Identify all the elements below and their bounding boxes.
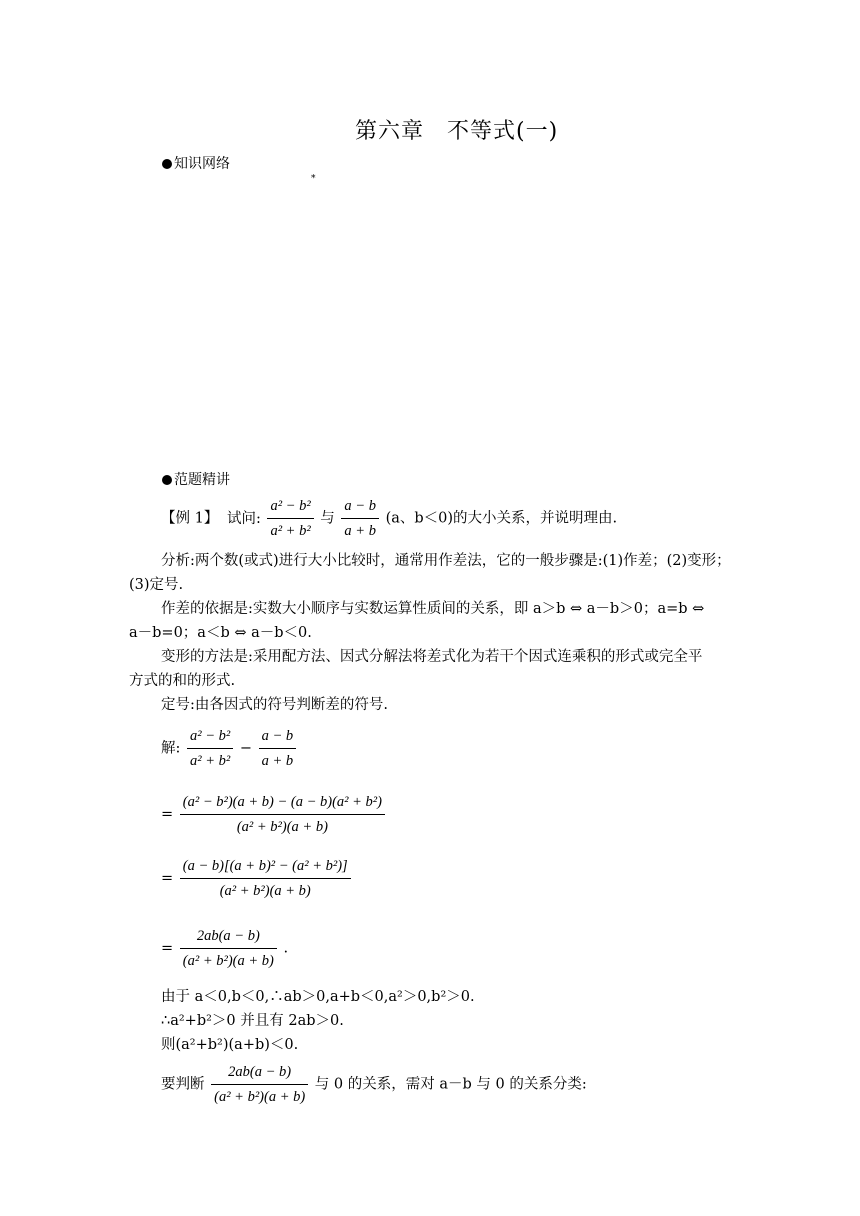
fraction bbox=[187, 726, 233, 771]
example-label: 【例 1】 bbox=[161, 510, 219, 527]
fraction-denominator: a² + b² bbox=[187, 748, 233, 771]
fraction-denominator: a + b bbox=[259, 748, 297, 771]
fraction-denominator: (a² + b²)(a + b) bbox=[211, 1084, 308, 1107]
analysis-line-5: 变形的方法是:采用配方法、因式分解法将差式化为若干个因式连乘积的形式或完全平 bbox=[161, 649, 703, 665]
equals-sign: = bbox=[161, 940, 174, 957]
section-knowledge-network bbox=[162, 153, 230, 173]
bullet-dot-icon bbox=[162, 475, 172, 485]
solution-label: 解: bbox=[161, 740, 181, 757]
solution-step-2 bbox=[161, 792, 387, 837]
minus-sign: − bbox=[239, 740, 252, 757]
fraction bbox=[180, 926, 277, 971]
period: . bbox=[283, 940, 289, 957]
solution-step-3 bbox=[161, 856, 353, 901]
analysis-line-6: 方式的和的形式. bbox=[129, 673, 236, 689]
solution-step-4 bbox=[161, 926, 288, 971]
fraction-numerator: (a − b)[(a + b)² − (a² + b²)] bbox=[182, 858, 348, 874]
reasoning-line-2: ∴a²+b²＞0 并且有 2ab＞0. bbox=[161, 1013, 344, 1029]
fraction bbox=[180, 856, 351, 901]
reasoning-line-3: 则(a²+b²)(a+b)＜0. bbox=[161, 1037, 299, 1053]
equals-sign: = bbox=[161, 806, 174, 823]
reasoning-pre: 要判断 bbox=[161, 1076, 205, 1093]
fraction-numerator: a² − b² bbox=[190, 728, 231, 744]
fraction-numerator: a − b bbox=[344, 498, 376, 514]
bullet-dot-icon bbox=[162, 159, 172, 169]
reasoning-line-1: 由于 a＜0,b＜0,∴ab＞0,a+b＜0,a²＞0,b²＞0. bbox=[161, 989, 475, 1005]
fraction-denominator: a² + b² bbox=[267, 518, 313, 541]
reasoning-post: 与 0 的关系，需对 a－b 与 0 的关系分类: bbox=[314, 1076, 587, 1093]
solution-step-1 bbox=[161, 726, 298, 771]
example-ask: 试问: bbox=[226, 510, 261, 527]
fraction-denominator: (a² + b²)(a + b) bbox=[180, 814, 385, 837]
fraction-denominator: a + b bbox=[341, 518, 379, 541]
section-knowledge-network-label: 知识网络 bbox=[174, 156, 230, 172]
analysis-line-3: 作差的依据是:实数大小顺序与实数运算性质间的关系，即 a＞b ⇔ a－b＞0；a=b ⇔ bbox=[161, 601, 705, 617]
example-connector: 与 bbox=[320, 510, 335, 527]
reasoning-line-4 bbox=[161, 1062, 587, 1107]
section-example-lecture bbox=[162, 469, 230, 489]
fraction bbox=[267, 496, 313, 541]
fraction-numerator: 2ab(a − b) bbox=[228, 1064, 292, 1080]
section-example-lecture-label: 范题精讲 bbox=[174, 472, 230, 488]
equals-sign: = bbox=[161, 870, 174, 887]
fraction-denominator: (a² + b²)(a + b) bbox=[180, 878, 351, 901]
fraction-numerator: 2ab(a − b) bbox=[196, 928, 260, 944]
fraction bbox=[341, 496, 379, 541]
analysis-line-2: (3)定号. bbox=[129, 577, 184, 593]
analysis-line-1: 分析:两个数(或式)进行大小比较时，通常用作差法，它的一般步骤是:(1)作差；(2)变形； bbox=[161, 553, 731, 569]
example-1 bbox=[161, 496, 617, 541]
analysis-line-4: a－b=0；a＜b ⇔ a－b＜0. bbox=[129, 625, 312, 641]
fraction-denominator: (a² + b²)(a + b) bbox=[180, 948, 277, 971]
fraction-numerator: (a² − b²)(a + b) − (a − b)(a² + b²) bbox=[182, 794, 382, 810]
fraction bbox=[180, 792, 385, 837]
analysis-line-7: 定号:由各因式的符号判断差的符号. bbox=[161, 697, 388, 713]
fraction bbox=[259, 726, 297, 771]
stray-mark: * bbox=[311, 174, 316, 184]
fraction-numerator: a² − b² bbox=[270, 498, 311, 514]
page-title: 第六章 不等式(一) bbox=[355, 119, 559, 144]
fraction bbox=[211, 1062, 308, 1107]
fraction-numerator: a − b bbox=[261, 728, 294, 744]
example-condition: (a、b＜0)的大小关系，并说明理由. bbox=[385, 510, 618, 527]
